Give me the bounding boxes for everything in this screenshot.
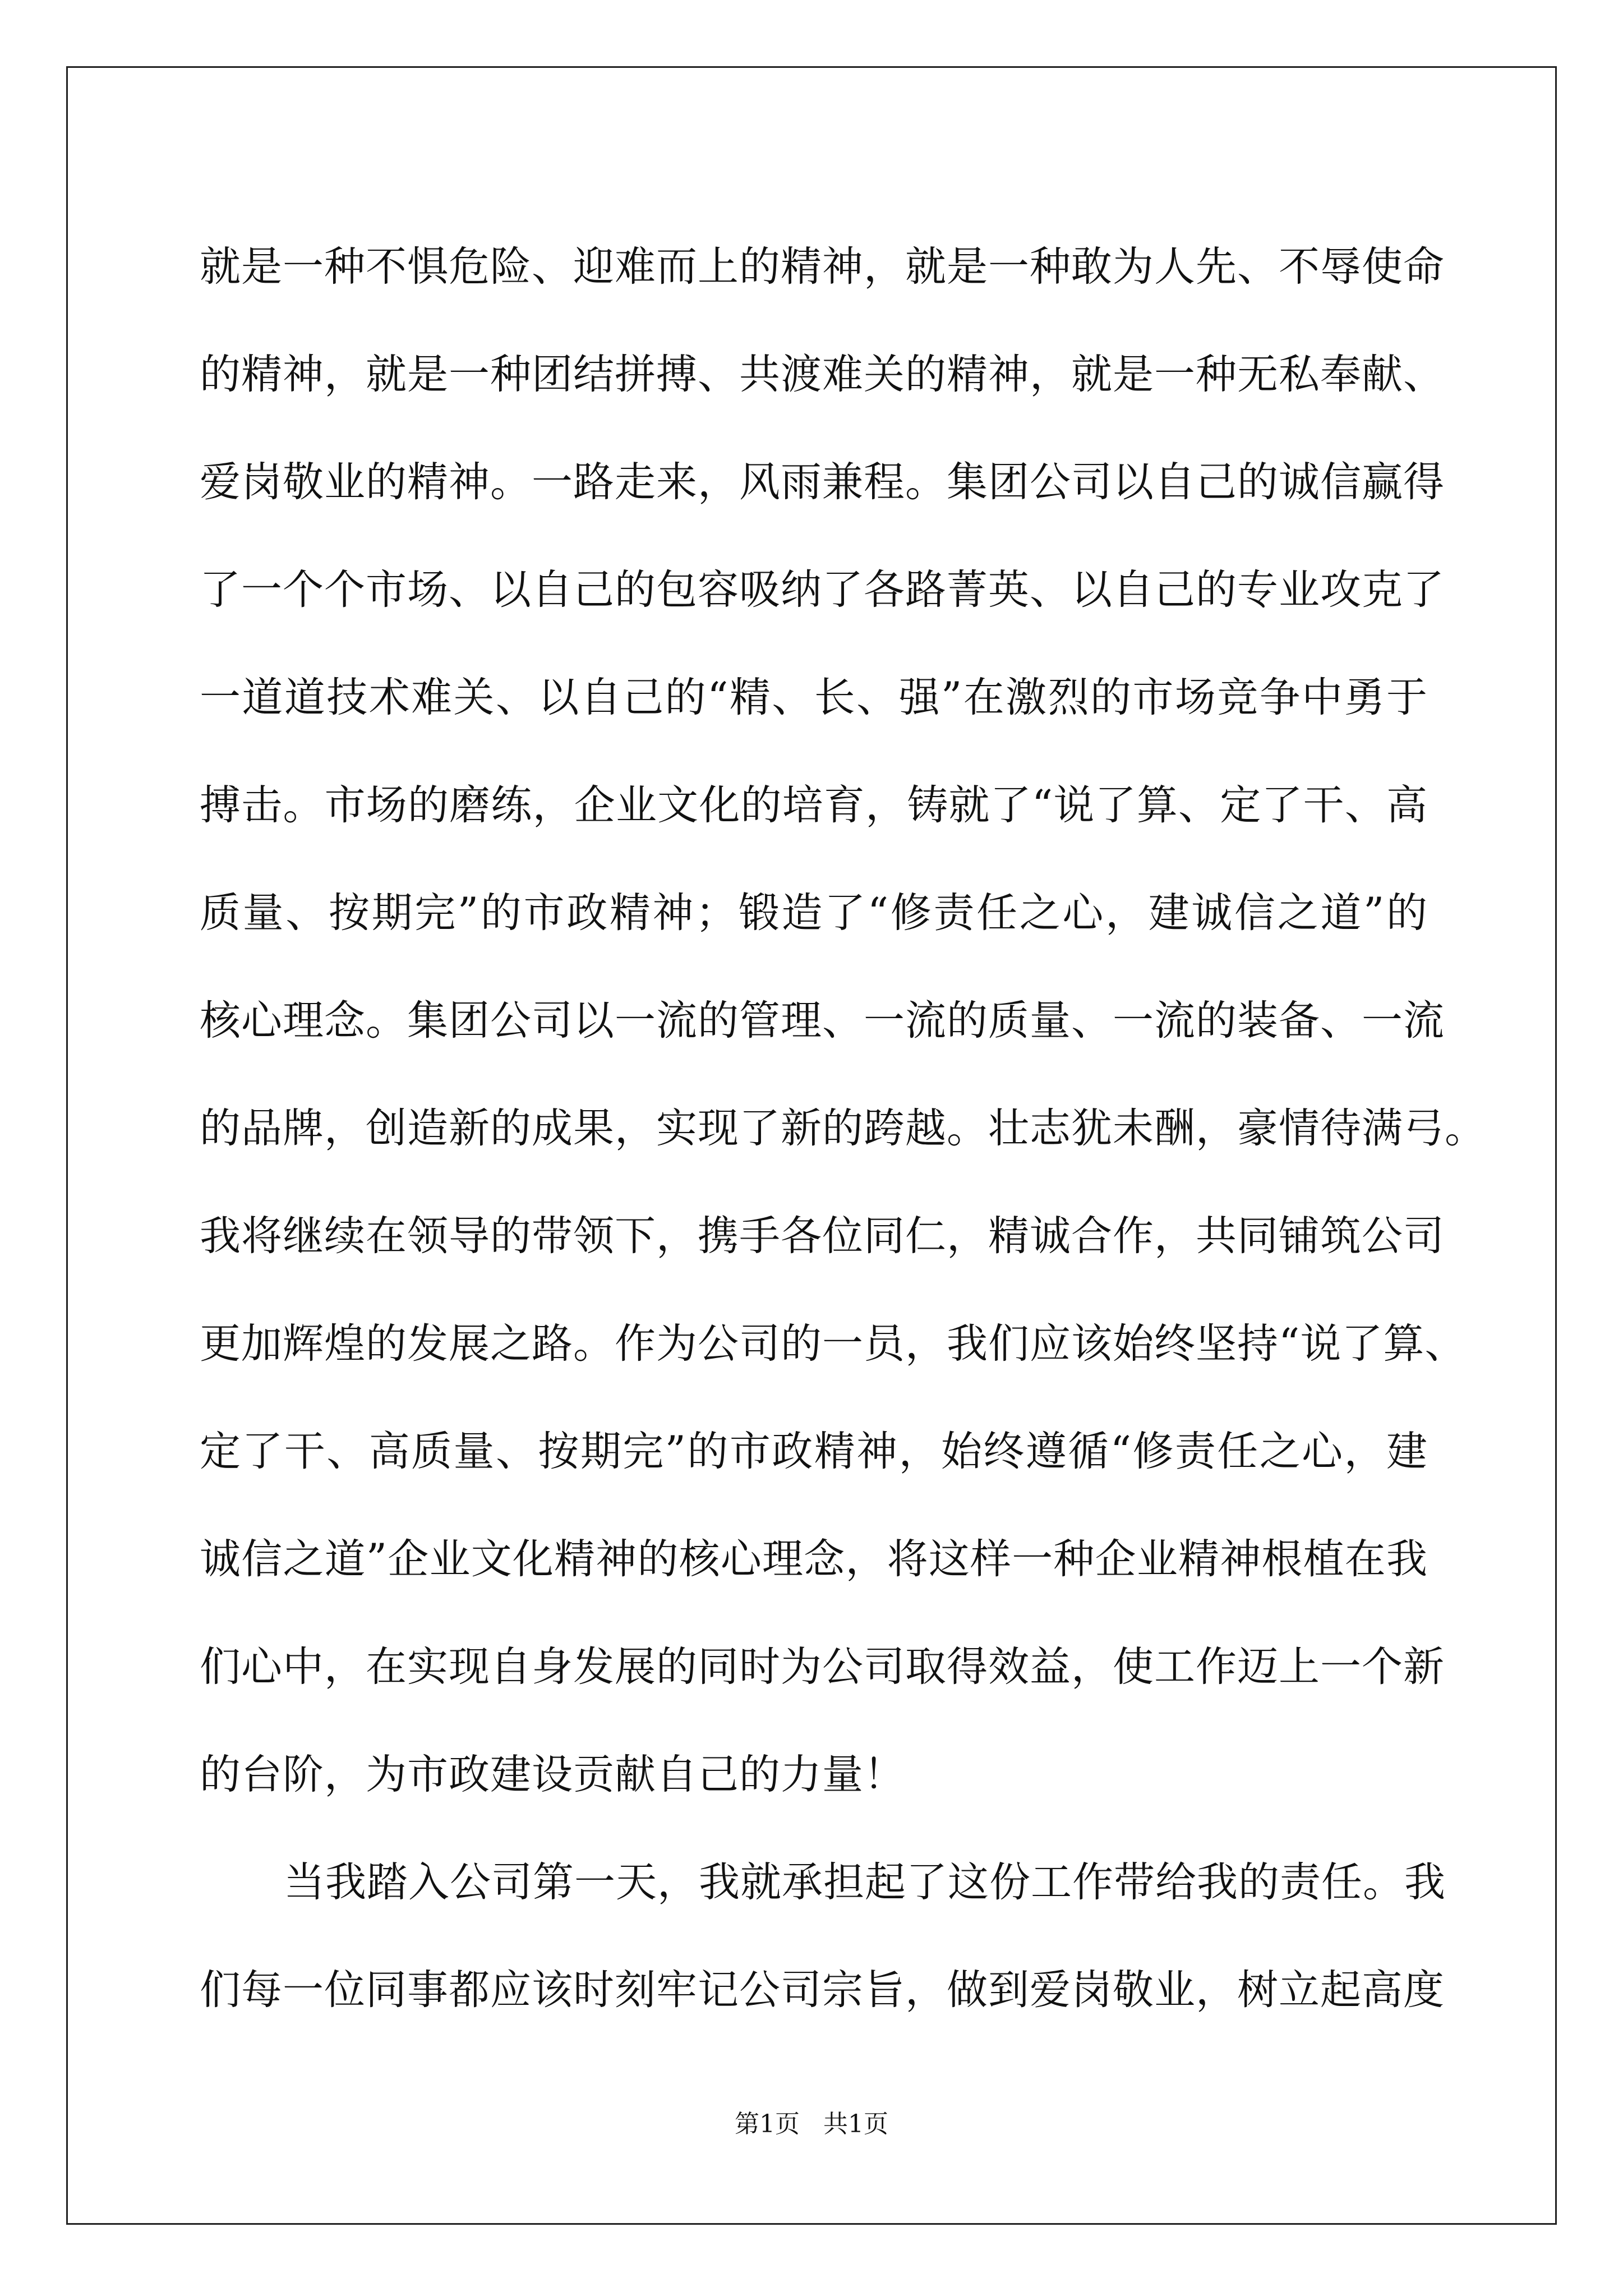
- text-line: 当我踏入公司第一天，我就承担起了这份工作带给我的责任。我: [284, 1858, 1446, 1906]
- page-number-footer: 第1页 共1页: [735, 2110, 888, 2138]
- text-line: 核心理念。集团公司以一流的管理、一流的质量、一流的装备、一流: [200, 997, 1445, 1045]
- text-line: 们心中，在实现自身发展的同时为公司取得效益，使工作迈上一个新: [200, 1643, 1445, 1691]
- text-line: 的台阶，为市政建设贡献自己的力量！: [200, 1751, 905, 1798]
- text-line: 更加辉煌的发展之路。作为公司的一员，我们应该始终坚持“说了算、: [200, 1320, 1467, 1368]
- text-line: 爱岗敬业的精神。一路走来，风雨兼程。集团公司以自己的诚信赢得: [200, 458, 1445, 506]
- text-line: 就是一种不惧危险、迎难而上的精神，就是一种敢为人先、不辱使命: [200, 243, 1445, 291]
- text-line: 定了干、高质量、按期完”的市政精神，始终遵循“修责任之心，建: [200, 1428, 1428, 1475]
- text-line: 了一个个市场、以自己的包容吸纳了各路菁英、以自己的专业攻克了: [200, 566, 1445, 614]
- text-line: 质量、按期完”的市政精神；锻造了“修责任之心，建诚信之道”的: [200, 889, 1428, 937]
- text-line: 搏击。市场的磨练，企业文化的培育，铸就了“说了算、定了干、高: [200, 781, 1428, 829]
- text-line: 一道道技术难关、以自己的“精、长、强”在激烈的市场竞争中勇于: [200, 674, 1428, 721]
- text-line: 我将继续在领导的带领下，携手各位同仁，精诚合作，共同铺筑公司: [200, 1212, 1445, 1260]
- document-body: [200, 213, 1486, 2044]
- text-line: 的品牌，创造新的成果，实现了新的跨越。壮志犹未酬，豪情待满弓。: [200, 1105, 1486, 1152]
- text-line: 们每一位同事都应该时刻牢记公司宗旨，做到爱岗敬业，树立起高度: [200, 1966, 1445, 2014]
- text-line: 的精神，就是一种团结拼搏、共渡难关的精神，就是一种无私奉献、: [200, 351, 1445, 398]
- text-line: 诚信之道”企业文化精神的核心理念，将这样一种企业精神根植在我: [200, 1535, 1428, 1583]
